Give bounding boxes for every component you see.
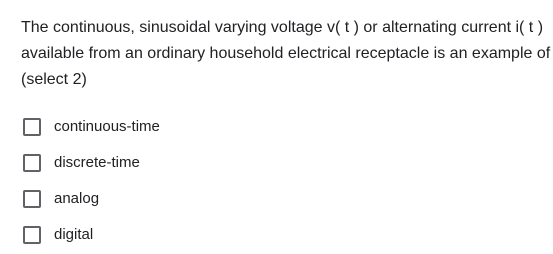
option-continuous-time[interactable] xyxy=(23,117,160,137)
checkbox[interactable] xyxy=(23,154,41,172)
checkbox[interactable] xyxy=(23,118,41,136)
option-digital[interactable] xyxy=(23,225,93,245)
option-analog[interactable] xyxy=(23,189,99,209)
option-label: digital xyxy=(54,226,94,243)
option-label: continuous-time xyxy=(54,118,160,135)
option-label: discrete-time xyxy=(54,154,140,171)
question-text: The continuous, sinusoidal varying voltage v( t ) or alternating current i( t ) available from an ordinary household electrical receptacle is an example of (select 2) xyxy=(21,19,551,88)
checkbox[interactable] xyxy=(23,190,41,208)
checkbox[interactable] xyxy=(23,226,41,244)
option-label: analog xyxy=(54,190,100,207)
option-discrete-time[interactable] xyxy=(23,153,140,173)
